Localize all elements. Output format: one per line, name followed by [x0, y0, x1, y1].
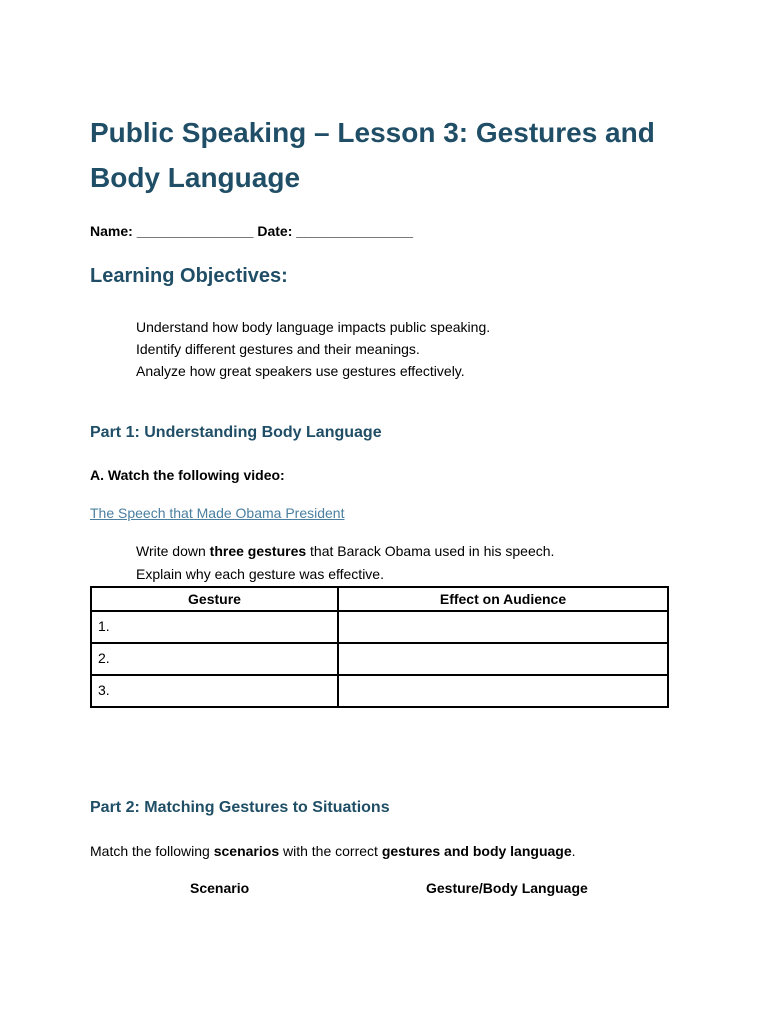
part1-heading: Part 1: Understanding Body Language: [90, 424, 382, 441]
instruction-bold: scenarios: [213, 843, 280, 859]
effect-column-header: Effect on Audience: [338, 587, 668, 611]
gesture-table: [90, 586, 669, 708]
instructions-list: [136, 540, 554, 586]
name-blank: _______________: [136, 223, 254, 239]
objective-item: Analyze how great speakers use gestures effectively.: [136, 363, 465, 379]
video-link[interactable]: The Speech that Made Obama President: [90, 505, 345, 521]
objectives-heading: Learning Objectives:: [90, 265, 288, 287]
date-blank: _______________: [296, 223, 414, 239]
scenario-column-header: Scenario: [190, 880, 250, 896]
gesture-body-language-column-header: Gesture/Body Language: [426, 880, 588, 896]
effect-cell[interactable]: [338, 675, 668, 707]
table-header-row: [91, 587, 668, 611]
table-row: [91, 611, 668, 643]
name-date-line: [90, 223, 413, 239]
instruction-text: .: [571, 843, 576, 859]
instruction-bold: three gestures: [209, 543, 307, 559]
name-label: Name:: [90, 223, 133, 239]
instruction-text: that Barack Obama used in his speech.: [306, 543, 555, 559]
objectives-list: [136, 316, 490, 382]
part2-heading: Part 2: Matching Gestures to Situations: [90, 799, 390, 816]
gesture-cell[interactable]: 1.: [91, 611, 338, 643]
table-row: [91, 675, 668, 707]
instruction-text: with the correct: [279, 843, 382, 859]
objective-item: Identify different gestures and their meanings.: [136, 341, 420, 357]
table-row: [91, 643, 668, 675]
part1-subheading: A. Watch the following video:: [90, 467, 285, 483]
instruction-text: Write down: [136, 543, 210, 559]
effect-cell[interactable]: [338, 643, 668, 675]
date-label: Date:: [257, 223, 293, 239]
part2-instructions: [90, 843, 576, 859]
gesture-cell[interactable]: 2.: [91, 643, 338, 675]
objective-item: Understand how body language impacts public speaking.: [136, 319, 491, 335]
instruction-bold: gestures and body language: [381, 843, 572, 859]
gesture-column-header: Gesture: [91, 587, 338, 611]
gesture-cell[interactable]: 3.: [91, 675, 338, 707]
instruction-text: Match the following: [90, 843, 214, 859]
instruction-item: [136, 540, 554, 563]
page-title: Public Speaking – Lesson 3: Gestures and Body Language: [90, 117, 655, 193]
instruction-item: Explain why each gesture was effective.: [136, 566, 384, 582]
effect-cell[interactable]: [338, 611, 668, 643]
